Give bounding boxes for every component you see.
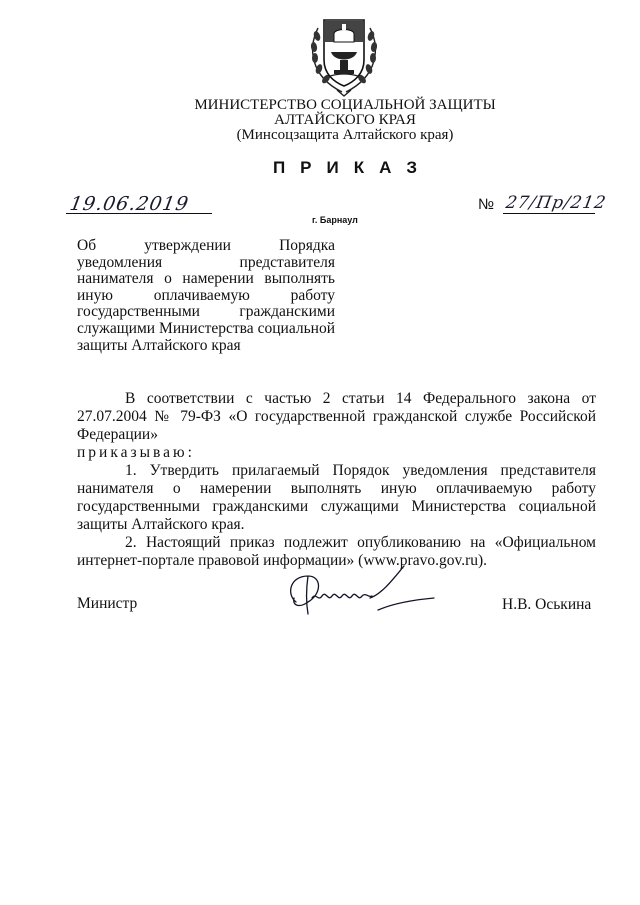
ministry-name-line1: МИНИСТЕРСТВО СОЦИАЛЬНОЙ ЗАЩИТЫ — [194, 97, 496, 113]
order-item-1: 1. Утвердить прилагаемый Порядок уведомления представителя нанимателя о намерении выполнять иную оплачиваемую работу государственными гражданскими служащими Министерства социальной защиты Алтайского края. — [77, 462, 596, 533]
number-sign: № — [478, 196, 495, 213]
signatory-name: Н.В. Оськина — [502, 596, 592, 613]
ministry-short-name: (Минсоцзащита Алтайского края) — [236, 127, 454, 143]
document-type-title: ПРИКАЗ — [272, 158, 433, 177]
coat-of-arms-icon — [304, 12, 384, 98]
document-body — [77, 390, 596, 570]
order-item-2: 2. Настоящий приказ подлежит опубликованию на «Официальном интернет-портале правовой информации» (www.pravo.gov.ru). — [77, 534, 596, 569]
number-underline — [503, 213, 595, 214]
ministry-name-line2: АЛТАЙСКОГО КРАЯ — [274, 112, 416, 128]
date-underline — [66, 213, 212, 214]
city-label: г. Барнаул — [312, 215, 358, 225]
preamble-paragraph: В соответствии с частью 2 статьи 14 Федерального закона от 27.07.2004 № 79-ФЗ «О государственной гражданской службе Российской Федерации» — [77, 390, 596, 443]
handwritten-signature-icon — [282, 558, 440, 626]
document-number: 27/Пр/212 — [504, 193, 609, 213]
signatory-title: Министр — [77, 595, 138, 612]
document-subject: Об утверждении Порядка уведомления представителя нанимателя о намерении выполнять иную оплачиваемую работу государственными гражданскими служащими Министерства социальной защиты Алтайского края — [77, 237, 335, 354]
order-word: приказываю: — [77, 444, 195, 461]
document-date: 19.06.2019 — [68, 193, 191, 215]
